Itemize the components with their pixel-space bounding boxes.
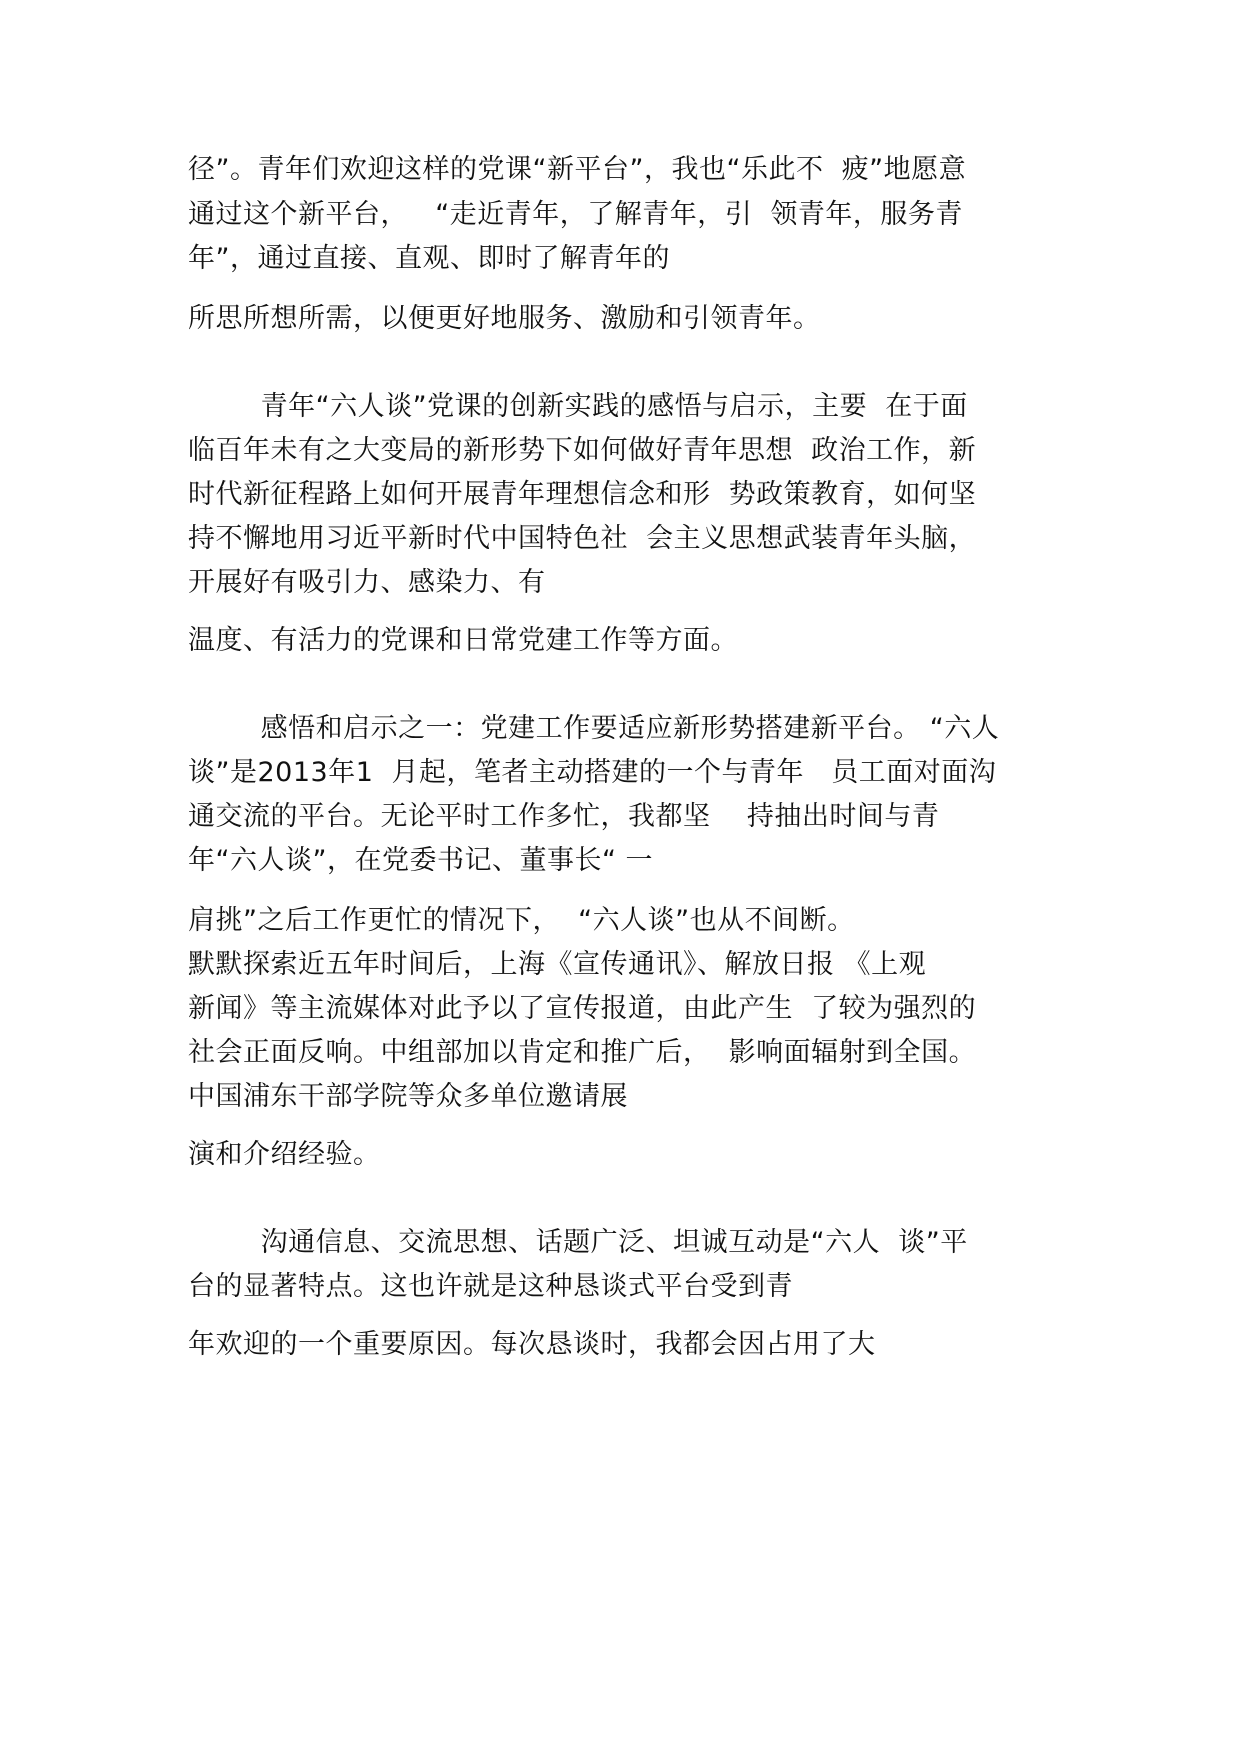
body-text-line: 开展好有吸引力、感染力、有 xyxy=(188,567,546,598)
body-text-line: 感悟和启示之一：党建工作要适应新形势搭建新平台。 “六人 xyxy=(188,713,1000,744)
body-text-line: 谈”是2013年1 月起，笔者主动搭建的一个与青年 员工面对面沟 xyxy=(188,757,997,788)
body-text-line: 台的显著特点。这也许就是这种恳谈式平台受到青 xyxy=(188,1271,793,1302)
body-text-line: 年欢迎的一个重要原因。每次恳谈时，我都会因占用了大 xyxy=(188,1329,876,1360)
body-text-line: 所思所想所需，以便更好地服务、激励和引领青年。 xyxy=(188,303,821,334)
body-text-line: 通过这个新平台， “走近青年，了解青年，引 领青年，服务青 xyxy=(188,199,963,230)
body-text-line: 通交流的平台。无论平时工作多忙，我都坚 持抽出时间与青 xyxy=(188,801,940,832)
body-text-line: 中国浦东干部学院等众多单位邀请展 xyxy=(188,1081,628,1112)
body-text-line: 青年“六人谈”党课的创新实践的感悟与启示，主要 在于面 xyxy=(188,391,968,422)
body-text-line: 肩挑”之后工作更忙的情况下， “六人谈”也从不间断。 xyxy=(188,905,855,936)
body-text-line: 年”，通过直接、直观、即时了解青年的 xyxy=(188,243,670,274)
body-text-line: 沟通信息、交流思想、话题广泛、坦诚互动是“六人 谈”平 xyxy=(188,1227,968,1258)
body-text-line: 年“六人谈”，在党委书记、董事长“ 一 xyxy=(188,845,654,876)
body-text-line: 演和介绍经验。 xyxy=(188,1139,381,1170)
body-text-line: 径”。青年们欢迎这样的党课“新平台”，我也“乐此不 疲”地愿意 xyxy=(188,154,967,185)
body-text-line: 温度、有活力的党课和日常党建工作等方面。 xyxy=(188,625,738,656)
body-text-line: 新闻》等主流媒体对此予以了宣传报道，由此产生 了较为强烈的 xyxy=(188,993,977,1024)
body-text-line: 持不懈地用习近平新时代中国特色社 会主义思想武装青年头脑， xyxy=(188,523,977,554)
body-text-line: 临百年未有之大变局的新形势下如何做好青年思想 政治工作，新 xyxy=(188,435,977,466)
body-text-line: 社会正面反响。中组部加以肯定和推广后， 影响面辐射到全国。 xyxy=(188,1037,977,1068)
body-text-line: 默默探索近五年时间后，上海《宣传通讯》、解放日报 《上观 xyxy=(188,949,927,980)
body-text-line: 时代新征程路上如何开展青年理想信念和形 势政策教育，如何坚 xyxy=(188,479,977,510)
